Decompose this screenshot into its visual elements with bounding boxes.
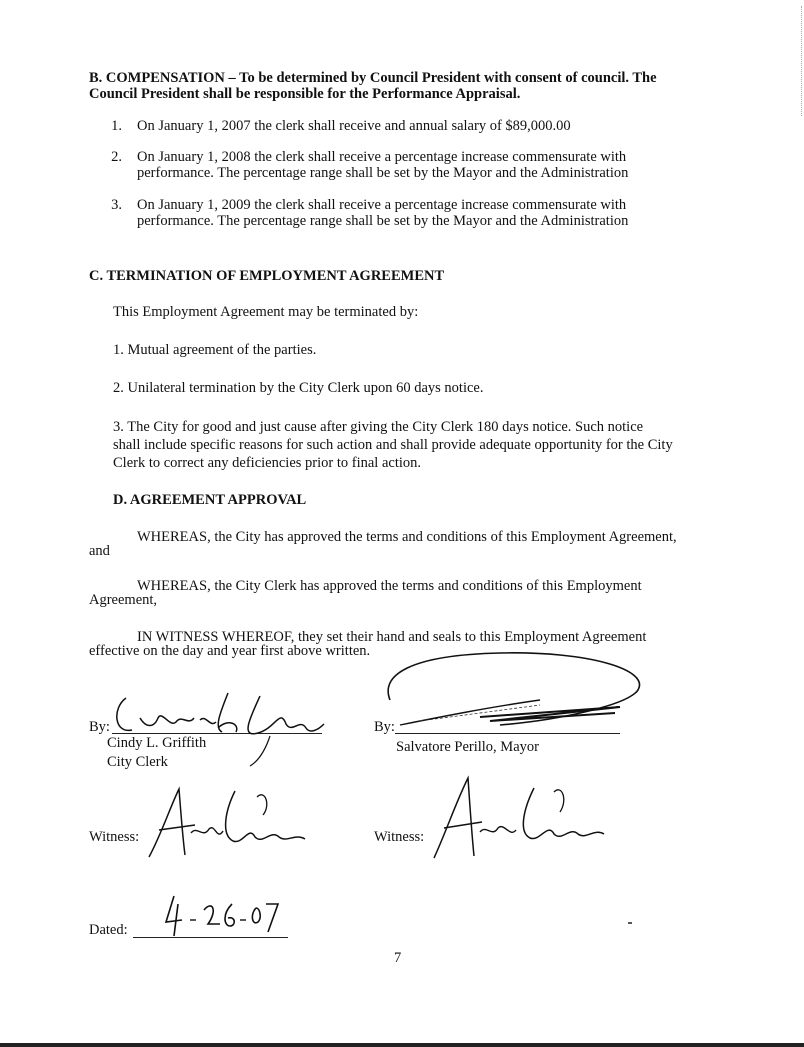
mayor-by-label: By: — [374, 719, 395, 735]
termination-item-3-line3: Clerk to correct any deficiencies prior to final action. — [113, 455, 421, 471]
dated-handwritten-value — [160, 892, 280, 940]
termination-item-3-line2: shall include specific reasons for such action and shall provide adequate opportunity for the City — [113, 437, 673, 453]
comp-item-1-line1: On January 1, 2007 the clerk shall receive and annual salary of $89,000.00 — [137, 118, 571, 134]
comp-item-3-number: 3. — [111, 197, 122, 213]
right-witness-label: Witness: — [374, 829, 425, 845]
clerk-title: City Clerk — [107, 754, 168, 770]
comp-item-2-number: 2. — [111, 149, 122, 165]
comp-item-1-number: 1. — [111, 118, 122, 134]
comp-item-2-line2: performance. The percentage range shall be set by the Mayor and the Administration — [137, 165, 629, 181]
scan-bottom-edge — [0, 1043, 804, 1047]
termination-item-3-line1: 3. The City for good and just cause after giving the City Clerk 180 days notice. Such notice — [113, 419, 644, 435]
compensation-heading-line1: B. COMPENSATION – To be determined by Council President with consent of council. The — [89, 70, 657, 86]
page-number: 7 — [394, 950, 402, 966]
whereas-2-line2: Agreement, — [89, 592, 158, 608]
mayor-signature-line — [395, 733, 620, 734]
mayor-name: Salvatore Perillo, Mayor — [396, 739, 539, 755]
compensation-heading-line2: Council President shall be responsible for the Performance Appraisal. — [89, 86, 521, 102]
termination-heading: C. TERMINATION OF EMPLOYMENT AGREEMENT — [89, 268, 445, 284]
clerk-name: Cindy L. Griffith — [107, 735, 207, 751]
mayor-signature — [380, 645, 650, 745]
right-witness-signature — [430, 772, 610, 867]
whereas-2-line1: WHEREAS, the City Clerk has approved the terms and conditions of this Employment — [137, 578, 642, 594]
left-witness-signature — [145, 785, 315, 865]
left-witness-label: Witness: — [89, 829, 140, 845]
comp-item-3-line1: On January 1, 2009 the clerk shall receive a percentage increase commensurate with — [137, 197, 627, 213]
whereas-1-line1: WHEREAS, the City has approved the terms and conditions of this Employment Agreement, — [137, 529, 677, 545]
scan-speck — [628, 922, 632, 924]
approval-heading: D. AGREEMENT APPROVAL — [113, 492, 307, 508]
termination-item-1: 1. Mutual agreement of the parties. — [113, 342, 317, 358]
dated-label: Dated: — [89, 922, 128, 938]
witness-whereof-line2: effective on the day and year first above written. — [89, 643, 371, 659]
comp-item-2-line1: On January 1, 2008 the clerk shall receive a percentage increase commensurate with — [137, 149, 627, 165]
termination-item-2: 2. Unilateral termination by the City Clerk upon 60 days notice. — [113, 380, 484, 396]
witness-whereof-line1: IN WITNESS WHEREOF, they set their hand and seals to this Employment Agreement — [137, 629, 647, 645]
clerk-by-label: By: — [89, 719, 110, 735]
whereas-1-line2: and — [89, 543, 110, 559]
comp-item-3-line2: performance. The percentage range shall be set by the Mayor and the Administration — [137, 213, 629, 229]
termination-intro: This Employment Agreement may be terminated by: — [113, 304, 419, 320]
scan-edge-mark — [801, 6, 803, 116]
